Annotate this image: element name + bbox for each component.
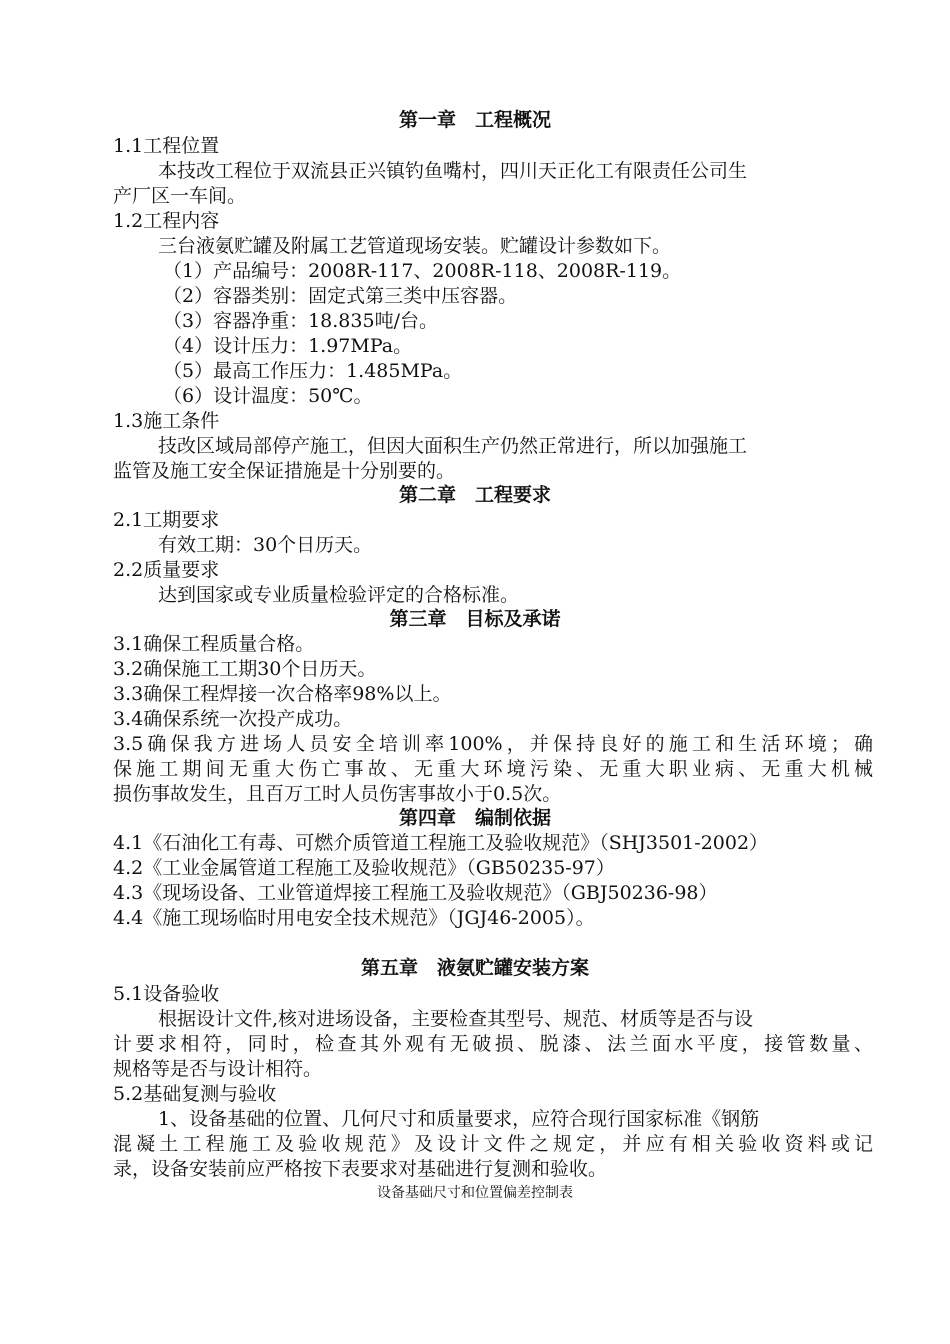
paragraph-line: 计要求相符，同时，检查其外观有无破损、脱漆、法兰面水平度，接管数量、 (113, 1033, 873, 1055)
section-2-2-heading: 2.2质量要求 (113, 559, 220, 581)
list-item: （3）容器净重：18.835吨/台。 (163, 310, 438, 332)
section-5-1-heading: 5.1设备验收 (113, 983, 220, 1005)
list-item: （1）产品编号：2008R-117、2008R-118、2008R-119。 (163, 260, 682, 282)
reference-item: 4.2《工业金属管道工程施工及验收规范》（GB50235-97） (113, 857, 615, 879)
section-1-3-heading: 1.3施工条件 (113, 410, 220, 432)
chapter-4-title: 第四章 编制依据 (398, 807, 551, 829)
paragraph-line: 监管及施工安全保证措施是十分别要的。 (113, 460, 456, 482)
list-item: （5）最高工作压力：1.485MPa。 (163, 360, 463, 382)
section-2-1-heading: 2.1工期要求 (113, 509, 220, 531)
reference-item: 4.3《现场设备、工业管道焊接工程施工及验收规范》（GBJ50236-98） (113, 882, 718, 904)
list-item: 3.5确保我方进场人员安全培训率100%，并保持良好的施工和生活环境；确 (113, 733, 873, 755)
paragraph-line: 本技改工程位于双流县正兴镇钓鱼嘴村，四川天正化工有限责任公司生 (158, 160, 748, 182)
reference-item: 4.1《石油化工有毒、可燃介质管道工程施工及验收规范》（SHJ3501-2002） (113, 832, 769, 854)
paragraph-line: 损伤事故发生，且百万工时人员伤害事故小于0.5次。 (113, 783, 562, 805)
list-item: 3.4确保系统一次投产成功。 (113, 708, 353, 730)
list-item: 3.3确保工程焊接一次合格率98%以上。 (113, 683, 452, 705)
paragraph-line: 1、设备基础的位置、几何尺寸和质量要求，应符合现行国家标准《钢筋 (158, 1108, 760, 1130)
paragraph-line: 有效工期：30个日历天。 (158, 534, 373, 556)
chapter-5-title: 第五章 液氨贮罐安装方案 (360, 957, 589, 979)
table-caption: 设备基础尺寸和位置偏差控制表 (377, 1185, 573, 1201)
section-1-1-heading: 1.1工程位置 (113, 135, 220, 157)
paragraph-line: 录，设备安装前应严格按下表要求对基础进行复测和验收。 (113, 1158, 608, 1180)
paragraph-line: 达到国家或专业质量检验评定的合格标准。 (158, 584, 520, 606)
section-1-2-heading: 1.2工程内容 (113, 210, 220, 232)
reference-item: 4.4《施工现场临时用电安全技术规范》（JGJ46-2005）。 (113, 907, 595, 929)
list-item: （6）设计温度：50℃。 (163, 385, 373, 407)
paragraph-line: 技改区域局部停产施工，但因大面积生产仍然正常进行，所以加强施工 (158, 435, 748, 457)
paragraph-line: 混凝土工程施工及验收规范》及设计文件之规定，并应有相关验收资料或记 (113, 1133, 873, 1155)
list-item: （2）容器类别：固定式第三类中压容器。 (163, 285, 518, 307)
list-item: （4）设计压力：1.97MPa。 (163, 335, 413, 357)
paragraph-line: 规格等是否与设计相符。 (113, 1058, 323, 1080)
chapter-3-title: 第三章 目标及承诺 (389, 608, 561, 630)
chapter-1-title: 第一章 工程概况 (398, 109, 551, 131)
paragraph-line: 保施工期间无重大伤亡事故、无重大环境污染、无重大职业病、无重大机械 (113, 758, 873, 780)
section-5-2-heading: 5.2基础复测与验收 (113, 1083, 277, 1105)
chapter-2-title: 第二章 工程要求 (398, 484, 551, 506)
paragraph-line: 产厂区一车间。 (113, 185, 247, 207)
list-item: 3.1确保工程质量合格。 (113, 633, 315, 655)
paragraph-line: 三台液氨贮罐及附属工艺管道现场安装。贮罐设计参数如下。 (158, 235, 672, 257)
list-item: 3.2确保施工工期30个日历天。 (113, 658, 377, 680)
paragraph-line: 根据设计文件,核对进场设备，主要检查其型号、规范、材质等是否与设 (158, 1008, 754, 1030)
